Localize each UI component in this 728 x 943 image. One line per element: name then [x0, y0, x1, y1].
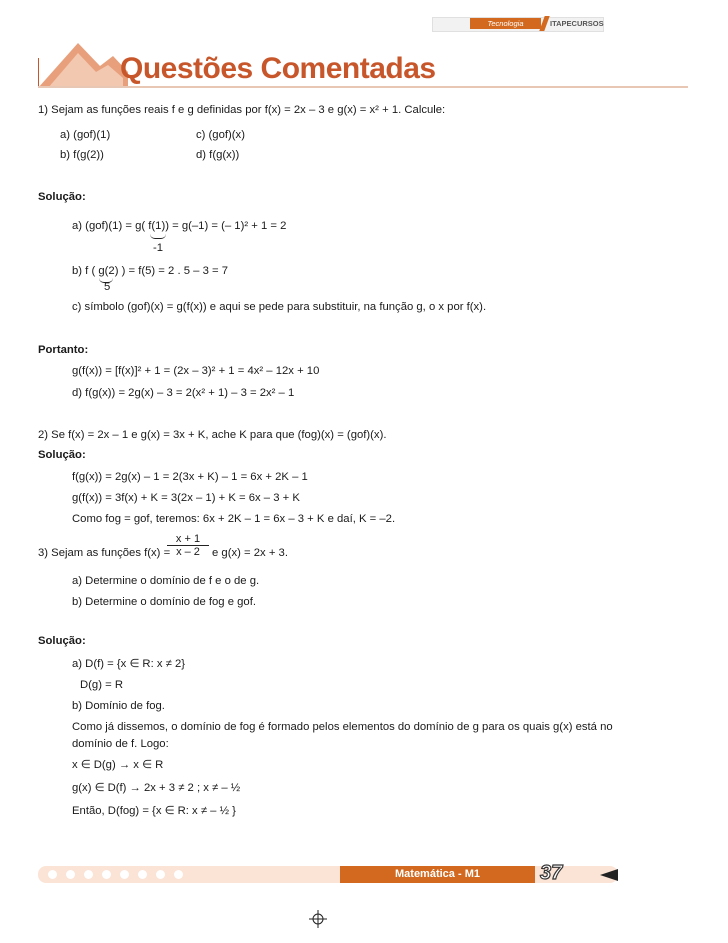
footer-dot: [156, 870, 165, 879]
s1-b: b) f ( g(2) ) = f(5) = 2 . 5 – 3 = 7: [72, 265, 229, 277]
q2-line-2: g(f(x)) = 3f(x) + K = 3(2x – 1) + K = 6x – 3 + K: [72, 492, 300, 504]
s1-a: a) (gof)(1) = g( f(1)) = g(–1) = (– 1)² + 1 = 2: [72, 220, 287, 232]
footer-dot: [48, 870, 57, 879]
s3-line-7: g(x) ∈ D(f) → 2x + 3 ≠ 2 ; x ≠ – ½: [72, 782, 241, 794]
q3-fraction: [167, 533, 209, 558]
solution-label-3: Solução:: [38, 635, 86, 647]
q1-item-c: c) (gof)(x): [196, 129, 245, 141]
footer-dot: [120, 870, 129, 879]
solution-label-1: Solução:: [38, 191, 86, 203]
s1-c: c) símbolo (gof)(x) = g(f(x)) e aqui se pede para substituir, na função g, o x por f(x).: [72, 301, 487, 313]
footer-subject: Matemática - M1: [340, 866, 535, 883]
portanto-label: Portanto:: [38, 344, 89, 356]
q1-item-a: a) (gof)(1): [60, 129, 111, 141]
q2-line-3: Como fog = gof, teremos: 6x + 2K – 1 = 6x – 3 + K e daí, K = –2.: [72, 513, 396, 525]
q1-statement: 1) Sejam as funções reais f e g definidas por f(x) = 2x – 3 e g(x) = x² + 1. Calcule:: [38, 104, 446, 116]
portanto-line-1: g(f(x)) = [f(x)]² + 1 = (2x – 3)² + 1 = 4x² – 12x + 10: [72, 365, 320, 377]
q2-line-1: f(g(x)) = 2g(x) – 1 = 2(3x + K) – 1 = 6x + 2K – 1: [72, 471, 308, 483]
s3-line-5: domínio de f. Logo:: [72, 738, 169, 750]
q3-statement-start: 3) Sejam as funções f(x) =: [38, 547, 171, 559]
q3-item-a: a) Determine o domínio de f e o de g.: [72, 575, 260, 587]
s3-line-8: Então, D(fog) = {x ∈ R: x ≠ – ½ }: [72, 805, 236, 817]
q3-numerator: x + 1: [175, 533, 201, 545]
s3-line-4: Como já dissemos, o domínio de fog é formado pelos elementos do domínio de g para os quais g(x) está no: [72, 721, 613, 733]
s3-line-2: D(g) = R: [80, 679, 123, 691]
s1-b-under: 5: [104, 281, 111, 293]
header-tecnologia: Tecnologia: [470, 18, 541, 29]
portanto-line-2: d) f(g(x)) = 2g(x) – 3 = 2(x² + 1) – 3 = 2x² – 1: [72, 387, 295, 399]
s3-line-6: x ∈ D(g) → x ∈ R: [72, 759, 164, 771]
crosshair-icon: [309, 910, 327, 928]
mountain-logo-icon: [38, 38, 128, 90]
q2-statement: 2) Se f(x) = 2x – 1 e g(x) = 3x + K, ache K para que (fog)(x) = (gof)(x).: [38, 429, 387, 441]
footer-dot: [138, 870, 147, 879]
q3-denominator: x – 2: [167, 545, 209, 558]
s1-a-under: -1: [153, 242, 164, 254]
page-number: 37: [540, 862, 563, 884]
q1-item-b: b) f(g(2)): [60, 149, 104, 161]
s3-line-1: a) D(f) = {x ∈ R: x ≠ 2}: [72, 658, 186, 670]
solution-label-2: Solução:: [38, 449, 86, 461]
footer-arrow-icon: [600, 869, 618, 881]
title-underline: [38, 86, 688, 88]
footer-dot: [66, 870, 75, 879]
underbrace: [150, 234, 166, 239]
q3-statement-end: e g(x) = 2x + 3.: [212, 547, 288, 559]
footer-dot: [102, 870, 111, 879]
section-title: Questões Comentadas: [120, 52, 436, 85]
footer-dot: [84, 870, 93, 879]
footer-dot: [174, 870, 183, 879]
q1-item-d: d) f(g(x)): [196, 149, 240, 161]
s3-line-3: b) Domínio de fog.: [72, 700, 165, 712]
q3-item-b: b) Determine o domínio de fog e gof.: [72, 596, 256, 608]
header-brand: ITAPECURSOS: [550, 19, 604, 28]
